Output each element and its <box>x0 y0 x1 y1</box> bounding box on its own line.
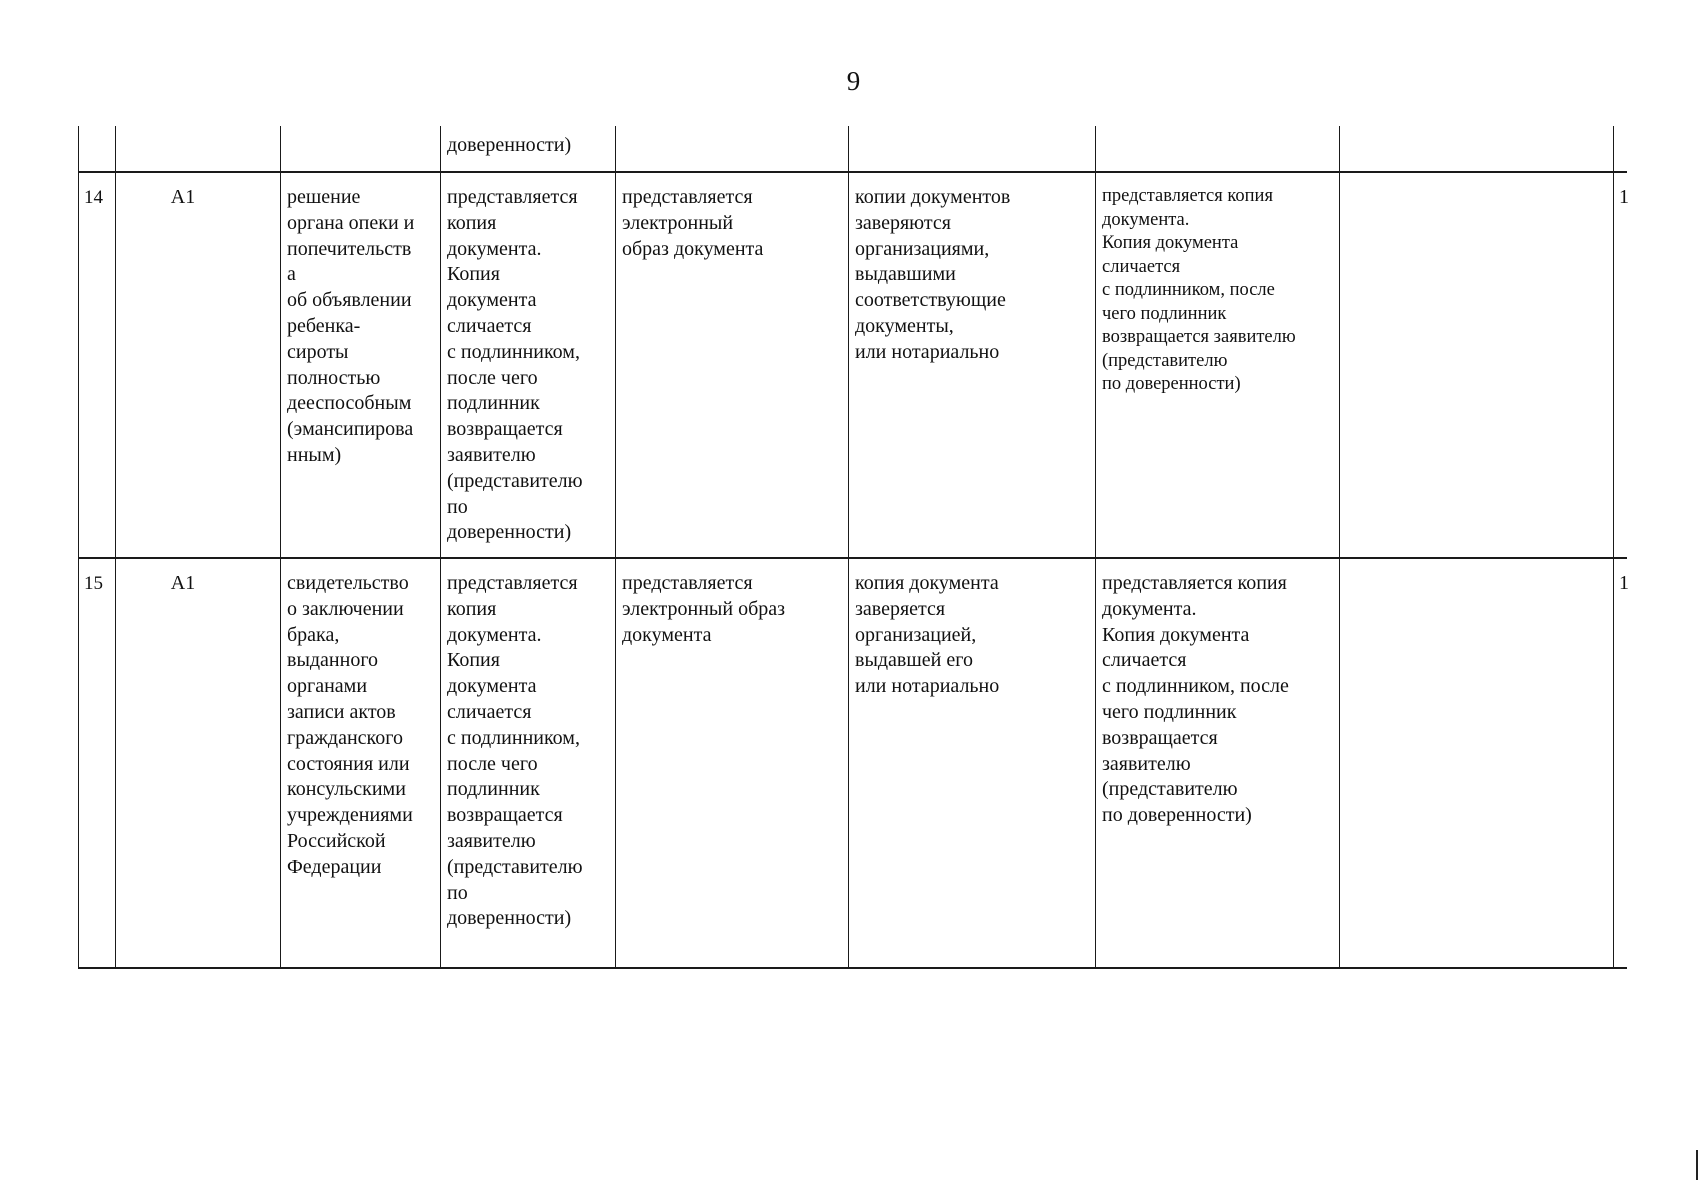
document-name: решение органа опеки и попечительств а об объявлении ребенка- сироты полностью дееспособным (эмансипирова нным) <box>287 186 415 466</box>
electronic-text: представляется электронный образ документа <box>622 186 764 260</box>
cell-document <box>281 172 441 558</box>
cell-requirement <box>441 558 616 968</box>
partial-value: 1 <box>1619 572 1629 594</box>
electronic-text: представляется электронный образ документа <box>622 572 786 646</box>
copy-note-text: представляется копия документа. Копия документа сличается с подлинником, после чего подлинник возвращается заявителю (представителю по доверенности) <box>1102 572 1289 827</box>
requirement-text: представляется копия документа. Копия документа сличается с подлинником, после чего подлинник возвращается заявителю (представителю по доверенности) <box>447 572 583 930</box>
row-number: 14 <box>84 187 103 208</box>
document-name: свидетельство о заключении брака, выданного органами записи актов гражданского состояния или консульскими учреждениями Российской Федерации <box>287 572 413 878</box>
cell-code <box>116 558 281 968</box>
cell-partial <box>1614 126 1627 172</box>
cell-extra <box>1340 172 1614 558</box>
cell-copy-note <box>1096 558 1340 968</box>
cell-num <box>79 558 116 968</box>
cell-requirement <box>441 172 616 558</box>
partial-value: 1 <box>1619 186 1629 208</box>
cell-code <box>116 126 281 172</box>
cell-certification <box>849 172 1096 558</box>
table-row <box>79 558 1627 968</box>
row-code: А1 <box>170 572 196 594</box>
requirement-text: представляется копия документа. Копия документа сличается с подлинником, после чего подлинник возвращается заявителю (представителю по доверенности) <box>447 186 583 544</box>
cell-requirement-text: доверенности) <box>447 134 572 156</box>
cell-requirement <box>441 126 616 172</box>
cell-certification <box>849 126 1096 172</box>
table-row <box>79 172 1627 558</box>
cell-electronic <box>616 558 849 968</box>
cell-certification <box>849 558 1096 968</box>
copy-note-text: представляется копия документа. Копия документа сличается с подлинником, после чего подлинник возвращается заявителю (представителю по доверенности) <box>1102 186 1296 394</box>
certification-text: копии документов заверяются организациями, выдавшими соответствующие документы, или нотариально <box>855 186 1011 363</box>
requirements-table <box>78 126 1627 969</box>
cell-partial <box>1614 172 1627 558</box>
cell-copy-note <box>1096 172 1340 558</box>
cell-copy-note <box>1096 126 1340 172</box>
table-row-continuation <box>79 126 1627 172</box>
cell-code <box>116 172 281 558</box>
cell-partial <box>1614 558 1627 968</box>
cell-document <box>281 126 441 172</box>
row-code: А1 <box>170 186 196 208</box>
page-number: 9 <box>846 66 861 96</box>
row-number: 15 <box>84 573 103 594</box>
scan-edge-mark <box>1696 1150 1698 1180</box>
cell-extra <box>1340 558 1614 968</box>
cell-electronic <box>616 126 849 172</box>
cell-extra <box>1340 126 1614 172</box>
extra-text <box>1340 559 1613 571</box>
extra-text <box>1340 173 1613 185</box>
cell-num <box>79 172 116 558</box>
certification-text: копия документа заверяется организацией, выдавшей его или нотариально <box>855 572 1000 698</box>
cell-electronic <box>616 172 849 558</box>
cell-num <box>79 126 116 172</box>
cell-document <box>281 558 441 968</box>
